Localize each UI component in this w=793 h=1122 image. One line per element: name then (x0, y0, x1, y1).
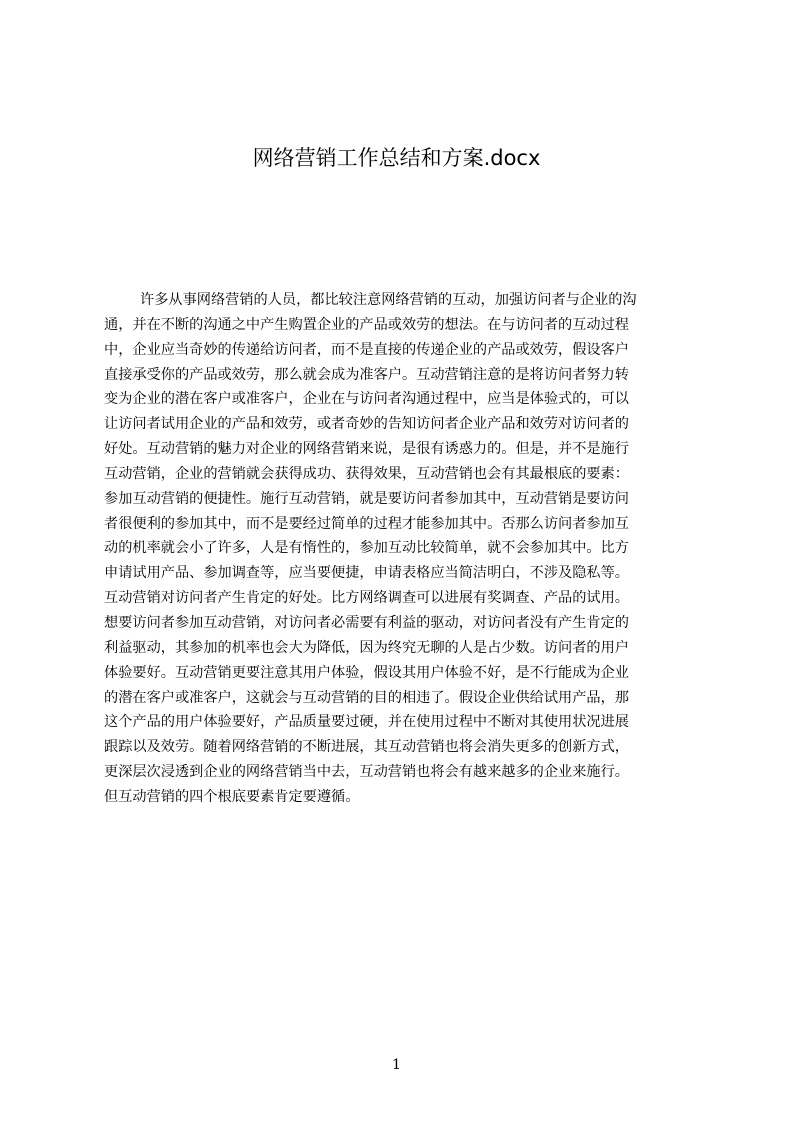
paragraph-line: 参加互动营销的便捷性。施行互动营销，就是要访问者参加其中，互动营销是要访问 (104, 490, 629, 507)
paragraph-line: 体验要好。互动营销更要注意其用户体验，假设其用户体验不好，是不行能成为企业 (104, 664, 629, 681)
paragraph-line: 通，并在不断的沟通之中产生购置企业的产品或效劳的想法。在与访问者的互动过程 (104, 316, 629, 333)
paragraph-line: 更深层次浸透到企业的网络营销当中去，互动营销也将会有越来越多的企业来施行。 (104, 764, 629, 781)
paragraph-line: 的潜在客户或准客户，这就会与互动营销的目的相违了。假设企业供给试用产品，那 (104, 689, 629, 706)
paragraph-line: 直接承受你的产品或效劳，那么就会成为准客户。互动营销注意的是将访问者努力转 (104, 366, 629, 383)
paragraph-line: 变为企业的潜在客户或准客户，企业在与访问者沟通过程中，应当是体验式的，可以 (104, 391, 629, 408)
paragraph-line: 利益驱动，其参加的机率也会大为降低，因为终究无聊的人是占少数。访问者的用户 (104, 639, 629, 656)
paragraph-line: 好处。互动营销的魅力对企业的网络营销来说，是很有诱惑力的。但是，并不是施行 (104, 441, 629, 458)
body-paragraph (104, 288, 700, 810)
paragraph-line: 但互动营销的四个根底要素肯定要遵循。 (104, 788, 360, 805)
paragraph-line: 互动营销，企业的营销就会获得成功、获得效果，互动营销也会有其最根底的要素： (104, 465, 629, 482)
paragraph-line: 让访问者试用企业的产品和效劳，或者奇妙的告知访问者企业产品和效劳对访问者的 (104, 416, 629, 433)
paragraph-line: 申请试用产品、参加调查等，应当要便捷，申请表格应当简洁明白，不涉及隐私等。 (104, 565, 629, 582)
paragraph-line: 这个产品的用户体验要好，产品质量要过硬，并在使用过程中不断对其使用状况进展 (104, 714, 629, 731)
page-number: 1 (392, 1057, 401, 1073)
paragraph-line: 者很便利的参加其中，而不是要经过简单的过程才能参加其中。否那么访问者参加互 (104, 515, 629, 532)
paragraph-line: 跟踪以及效劳。随着网络营销的不断进展，其互动营销也将会消失更多的创新方式， (104, 739, 629, 756)
paragraph-line: 互动营销对访问者产生肯定的好处。比方网络调查可以进展有奖调查、产品的试用。 (104, 590, 629, 607)
paragraph-line: 中，企业应当奇妙的传递给访问者，而不是直接的传递企业的产品或效劳，假设客户 (104, 341, 629, 358)
paragraph-line: 许多从事网络营销的人员，都比较注意网络营销的互动，加强访问者与企业的沟 (140, 292, 637, 308)
document-title: 网络营销工作总结和方案.docx (252, 146, 541, 170)
paragraph-line: 想要访问者参加互动营销，对访问者必需要有利益的驱动，对访问者没有产生肯定的 (104, 614, 629, 631)
paragraph-line: 动的机率就会小了许多，人是有惰性的，参加互动比较简单，就不会参加其中。比方 (104, 540, 629, 557)
